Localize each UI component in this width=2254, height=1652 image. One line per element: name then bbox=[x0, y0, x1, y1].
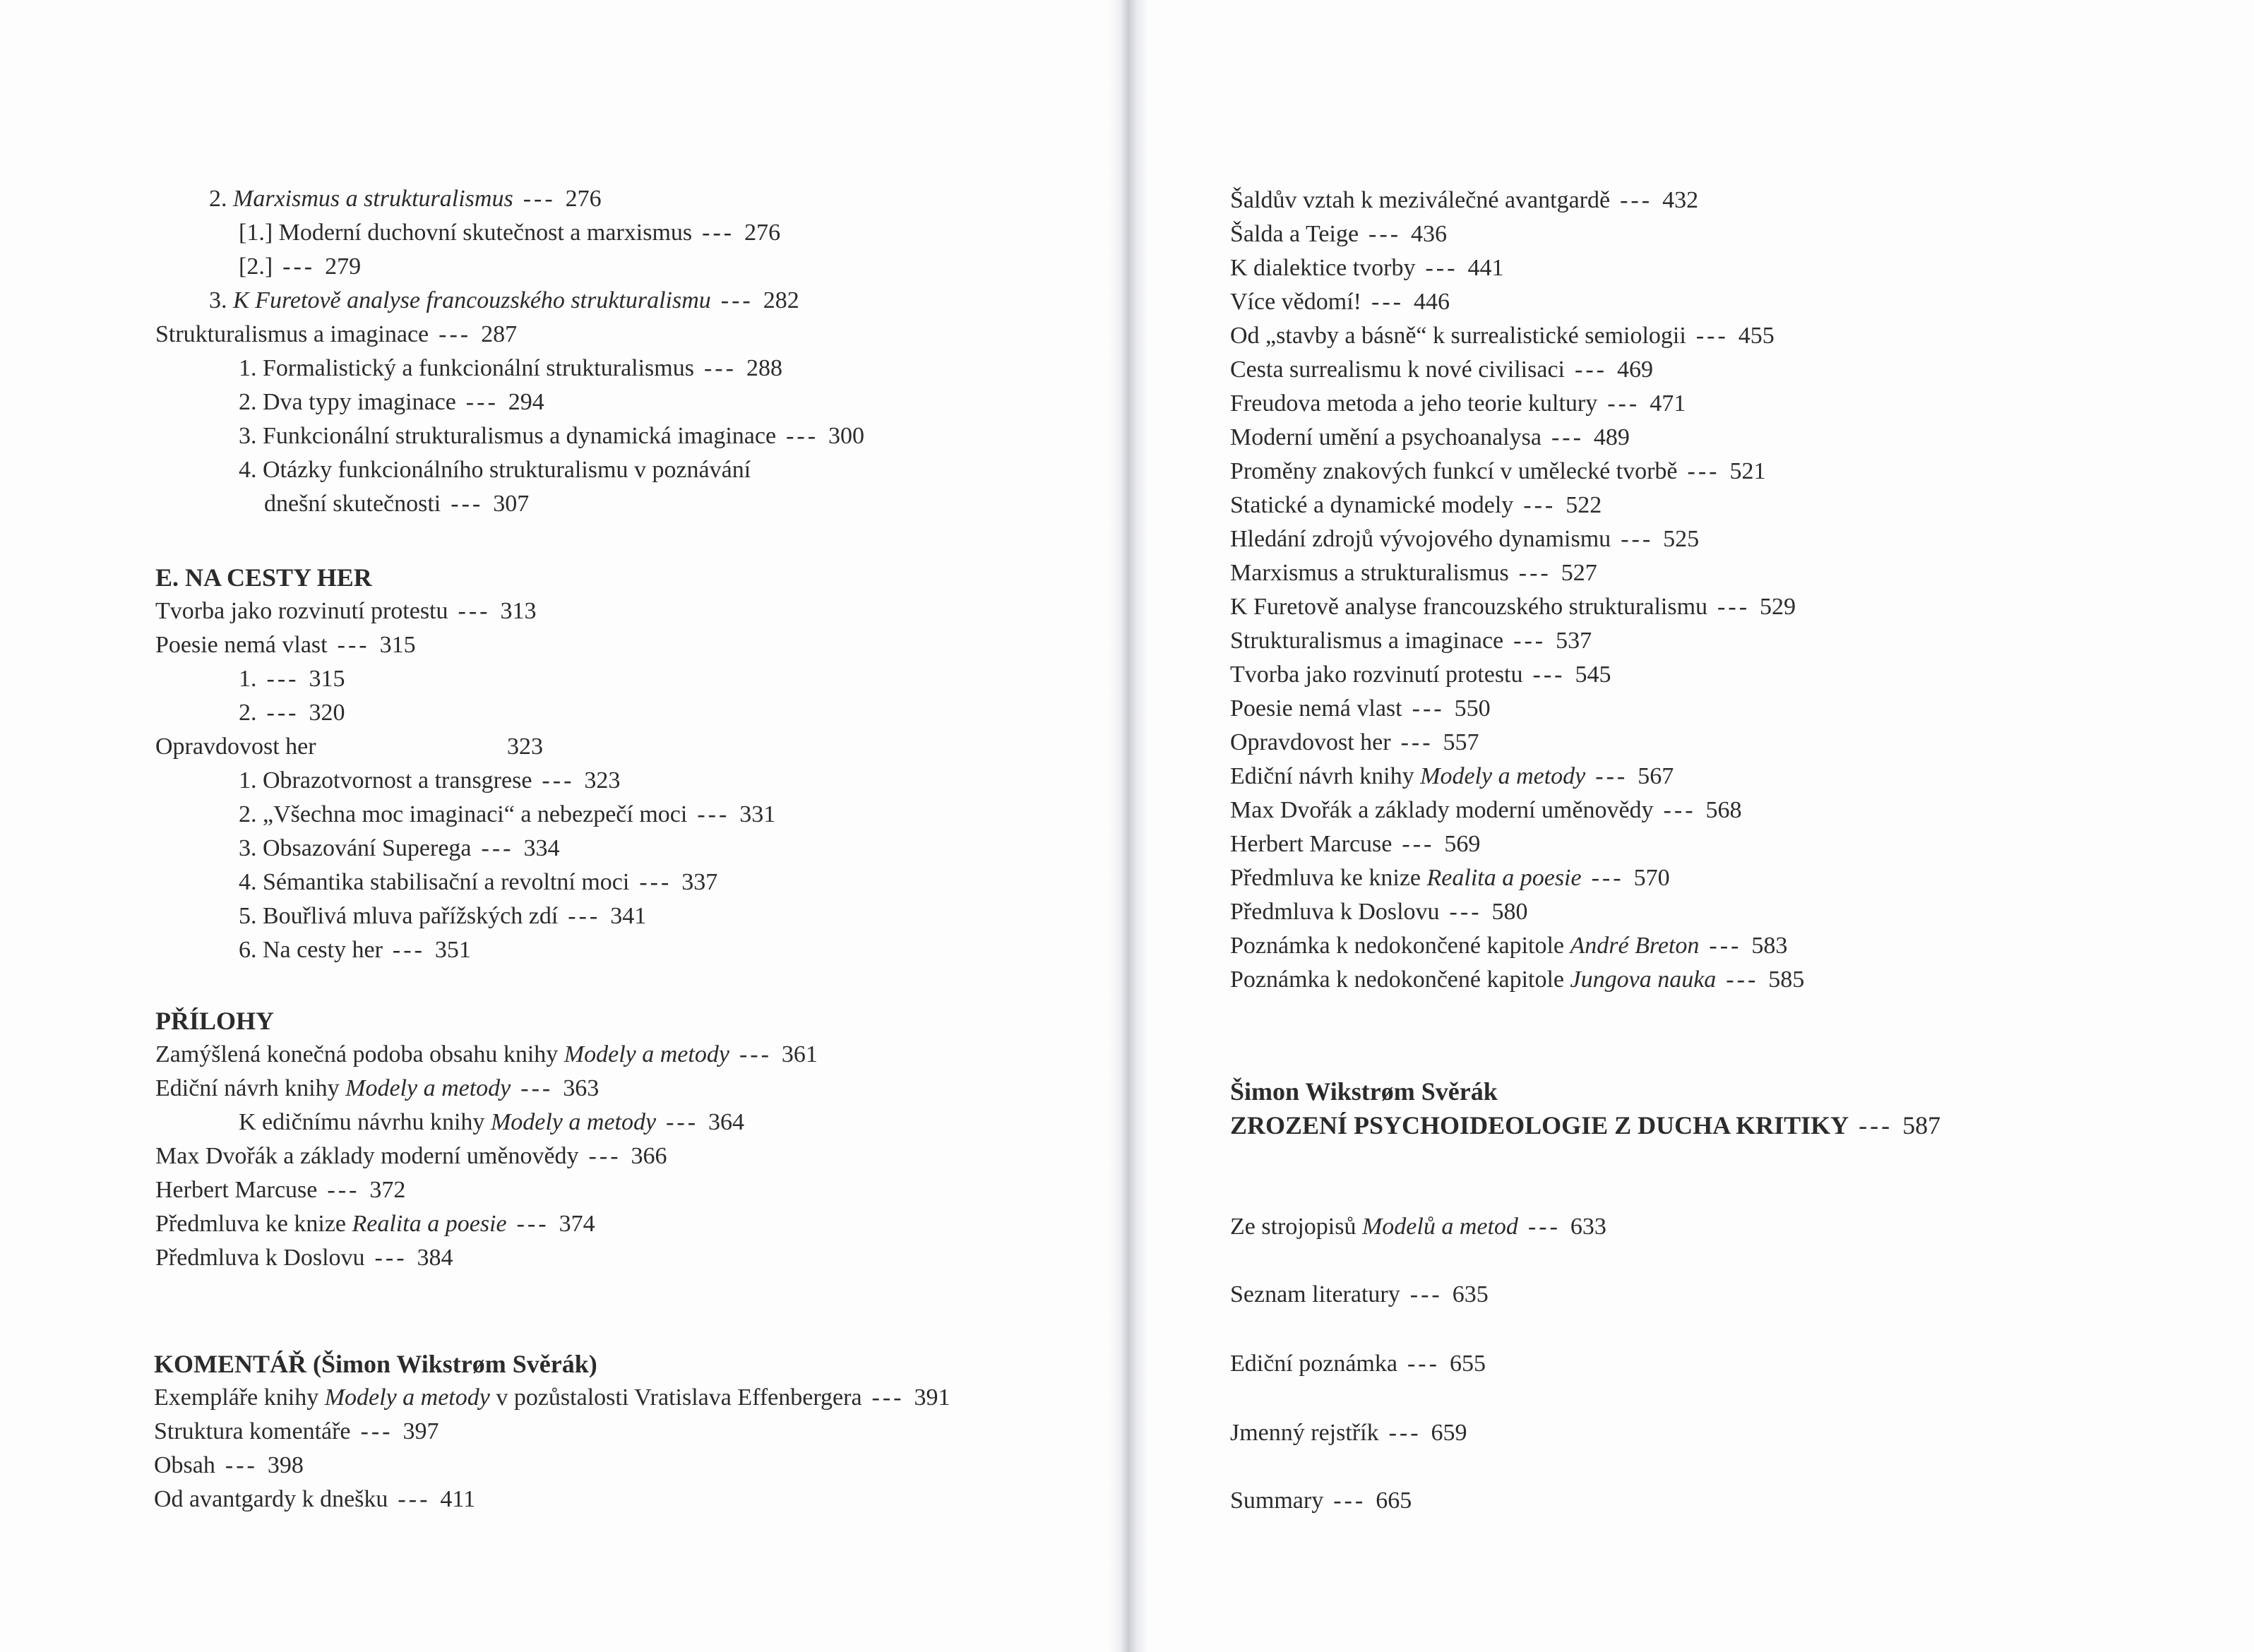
toc-entry bbox=[1230, 626, 1592, 657]
toc-entry-label: Poesie nemá vlast bbox=[1230, 695, 1402, 722]
toc-entry-page: 288 bbox=[746, 355, 782, 381]
toc-entry bbox=[1230, 219, 1447, 250]
toc-entry-title-italic: Realita a poesie bbox=[352, 1211, 507, 1237]
leader-dash: --- bbox=[327, 1177, 360, 1203]
toc-entry-label: Proměny znakových funkcí v umělecké tvorbě bbox=[1230, 458, 1678, 484]
leader-dash: --- bbox=[1527, 1214, 1561, 1240]
leader-dash: --- bbox=[1402, 831, 1435, 857]
toc-entry bbox=[154, 1416, 439, 1447]
toc-entry-page: 529 bbox=[1760, 594, 1796, 620]
toc-entry-label: Šaldův vztah k meziválečné avantgardě bbox=[1230, 187, 1611, 213]
toc-entry bbox=[264, 489, 529, 520]
leader-dash: --- bbox=[666, 1109, 699, 1135]
toc-entry-label: Od „stavby a básně“ k surrealistické semiologii bbox=[1230, 323, 1686, 349]
toc-entry-title-italic: Realita a poesie bbox=[1426, 865, 1582, 891]
toc-entry-label: Opravdovost her bbox=[1230, 729, 1391, 755]
leader-dash: --- bbox=[1620, 187, 1653, 213]
toc-entry-page: 341 bbox=[610, 903, 647, 929]
toc-entry-label: Marxismus a strukturalismus bbox=[1230, 560, 1509, 586]
toc-entry bbox=[154, 1450, 304, 1481]
toc-entry bbox=[155, 1073, 599, 1104]
toc-entry-page: 521 bbox=[1729, 458, 1766, 484]
toc-entry bbox=[155, 1039, 818, 1070]
toc-entry bbox=[1230, 761, 1674, 792]
toc-entry-label: Předmluva k Doslovu bbox=[1230, 899, 1440, 925]
toc-entry-label: Zamýšlená konečná podoba obsahu knihy bbox=[155, 1041, 564, 1067]
toc-entry-label: Strukturalismus a imaginace bbox=[1230, 628, 1504, 654]
toc-entry-page: 334 bbox=[523, 835, 560, 861]
leader-dash: --- bbox=[1449, 899, 1482, 925]
toc-entry-label: Opravdovost her bbox=[155, 734, 316, 760]
leader-dash: --- bbox=[1388, 1420, 1421, 1446]
toc-entry bbox=[1230, 388, 1686, 419]
toc-entry-label: [1.] Moderní duchovní skutečnost a marxismus bbox=[239, 220, 693, 246]
toc-entry-title-italic: Jungova nauka bbox=[1570, 966, 1717, 993]
toc-entry-label: Strukturalismus a imaginace bbox=[155, 321, 429, 347]
toc-entry-label: Max Dvořák a základy moderní uměnovědy bbox=[155, 1143, 579, 1169]
section-heading-komentar: KOMENTÁŘ (Šimon Wikstrøm Svěrák) bbox=[154, 1350, 597, 1378]
toc-entry-label: Poesie nemá vlast bbox=[155, 632, 328, 658]
toc-entry bbox=[239, 217, 780, 249]
toc-entry-page: 331 bbox=[739, 801, 776, 827]
toc-entry-page: 655 bbox=[1449, 1351, 1486, 1377]
leader-dash: --- bbox=[1595, 763, 1628, 789]
leader-dash: --- bbox=[786, 423, 819, 449]
toc-entry-page: 489 bbox=[1593, 424, 1630, 450]
toc-entry-page: 545 bbox=[1575, 662, 1611, 688]
toc-entry-page: 665 bbox=[1376, 1488, 1412, 1514]
toc-entry-label: 2. „Všechna moc imaginaci“ a nebezpečí moci bbox=[239, 801, 688, 827]
leader-dash: --- bbox=[1709, 933, 1742, 959]
toc-entry-title-italic: Modelů a metod bbox=[1361, 1214, 1518, 1240]
toc-entry-opravdovost bbox=[155, 731, 316, 762]
leader-dash: --- bbox=[374, 1245, 407, 1271]
section-heading-prilohy: PŘÍLOHY bbox=[155, 1007, 275, 1035]
section-heading-e: E. NA CESTY HER bbox=[155, 563, 372, 592]
toc-entry-page: 372 bbox=[369, 1177, 406, 1203]
toc-entry-page: 537 bbox=[1556, 628, 1592, 654]
toc-entry-title-italic: Modely a metody bbox=[564, 1041, 729, 1067]
leader-dash: --- bbox=[451, 491, 484, 517]
toc-entry bbox=[209, 285, 799, 316]
toc-entry bbox=[1230, 422, 1630, 453]
toc-entry-label: Summary bbox=[1230, 1488, 1324, 1514]
leader-dash: --- bbox=[1333, 1488, 1366, 1514]
toc-entry-page: 351 bbox=[434, 937, 471, 963]
toc-entry-label: Max Dvořák a základy moderní uměnovědy bbox=[1230, 797, 1654, 823]
toc-entry-label: Freudova metoda a jeho teorie kultury bbox=[1230, 390, 1598, 417]
toc-entry-page: 276 bbox=[565, 186, 602, 212]
toc-entry-page: 527 bbox=[1561, 560, 1597, 586]
toc-entry-label: Cesta surrealismu k nové civilisaci bbox=[1230, 357, 1565, 383]
toc-entry-label: Poznámka k nedokončené kapitole bbox=[1230, 933, 1570, 959]
leader-dash: --- bbox=[588, 1143, 621, 1169]
leader-dash: --- bbox=[702, 220, 735, 246]
toc-entry bbox=[1230, 253, 1503, 284]
toc-entry-label: Předmluva k Doslovu bbox=[155, 1245, 365, 1271]
toc-entry-label: 4. Sémantika stabilisační a revoltní moci bbox=[239, 869, 630, 895]
toc-entry-label: Ediční návrh knihy bbox=[1230, 763, 1421, 789]
toc-entry bbox=[239, 664, 345, 695]
toc-entry bbox=[1230, 727, 1479, 758]
toc-entry-page: 294 bbox=[508, 389, 544, 415]
toc-entry-page: 323 bbox=[584, 767, 621, 794]
toc-entry-page: 315 bbox=[379, 632, 416, 658]
leader-dash: --- bbox=[568, 903, 601, 929]
toc-entry-label: Předmluva ke knize bbox=[1230, 865, 1427, 891]
toc-entry bbox=[155, 1141, 667, 1172]
toc-entry-label: Tvorba jako rozvinutí protestu bbox=[1230, 662, 1523, 688]
toc-entry-label: 2. bbox=[239, 700, 257, 726]
toc-entry bbox=[1230, 287, 1450, 318]
toc-entry-label: dnešní skutečnosti bbox=[264, 491, 441, 517]
toc-entry-page: 569 bbox=[1444, 831, 1481, 857]
toc-entry-title-italic: Modely a metody bbox=[324, 1384, 490, 1411]
leader-dash: --- bbox=[266, 666, 299, 692]
toc-entry-page: 282 bbox=[763, 287, 799, 313]
toc-entry-title-italic: André Breton bbox=[1570, 933, 1700, 959]
leader-dash: --- bbox=[523, 186, 556, 212]
leader-dash: --- bbox=[481, 835, 514, 861]
toc-entry-label: K edičnímu návrhu knihy bbox=[239, 1109, 491, 1135]
leader-dash: --- bbox=[516, 1211, 549, 1237]
toc-entry-title-italic: Marxismus a strukturalismus bbox=[233, 186, 513, 212]
leader-dash: --- bbox=[697, 801, 730, 827]
toc-entry-page: 313 bbox=[500, 598, 537, 624]
leader-dash: --- bbox=[225, 1452, 258, 1478]
toc-entry-page: 279 bbox=[325, 253, 362, 280]
toc-entry-label: 1. Formalistický a funkcionální strukturalismus bbox=[239, 355, 694, 381]
toc-entry bbox=[239, 421, 864, 452]
toc-entry-page: 557 bbox=[1443, 729, 1479, 755]
toc-entry bbox=[154, 1484, 475, 1515]
leader-dash: --- bbox=[739, 1041, 772, 1067]
toc-entry-label: K Furetově analyse francouzského strukturalismu bbox=[1230, 594, 1708, 620]
leader-dash: --- bbox=[398, 1486, 431, 1512]
leader-dash: --- bbox=[465, 389, 499, 415]
toc-entry bbox=[1230, 354, 1653, 385]
leader-dash: --- bbox=[1400, 729, 1433, 755]
toc-entry-label: 1. bbox=[239, 666, 257, 692]
leader-dash: --- bbox=[1368, 221, 1402, 247]
toc-entry bbox=[1230, 592, 1796, 623]
toc-entry-label: 2. Dva typy imaginace bbox=[239, 389, 456, 415]
toc-entry bbox=[239, 799, 775, 830]
leader-dash: --- bbox=[542, 767, 575, 794]
toc-entry bbox=[209, 184, 602, 215]
toc-entry-label: Ze strojopisů bbox=[1230, 1214, 1362, 1240]
toc-entry-page: 337 bbox=[681, 869, 718, 895]
book-gutter bbox=[1109, 0, 1148, 1652]
toc-entry-page: 550 bbox=[1454, 695, 1491, 722]
leader-dash: --- bbox=[639, 869, 672, 895]
toc-entry-page: 411 bbox=[440, 1486, 476, 1512]
toc-entry-page: 361 bbox=[781, 1041, 818, 1067]
toc-entry bbox=[1230, 1279, 1489, 1310]
leader-dash: --- bbox=[1575, 357, 1607, 383]
toc-entry-page: 583 bbox=[1751, 933, 1788, 959]
toc-entry-label: Struktura komentáře bbox=[154, 1418, 351, 1444]
toc-entry-page: 287 bbox=[481, 321, 518, 347]
toc-entry bbox=[239, 1107, 744, 1138]
toc-entry-label: Moderní umění a psychoanalysa bbox=[1230, 424, 1542, 450]
toc-entry bbox=[239, 901, 646, 932]
toc-entry-page: 276 bbox=[744, 220, 781, 246]
leader-dash: --- bbox=[360, 1418, 393, 1444]
toc-entry-label: 1. Obrazotvornost a transgrese bbox=[239, 767, 532, 794]
leader-dash: --- bbox=[1532, 662, 1566, 688]
toc-entry-page: 398 bbox=[267, 1452, 304, 1478]
toc-entry-page: 391 bbox=[914, 1384, 950, 1411]
toc-entry bbox=[239, 353, 782, 384]
toc-entry-label-suffix: v pozůstalosti Vratislava Effenbergera bbox=[489, 1384, 862, 1411]
toc-entry bbox=[1230, 490, 1602, 521]
toc-entry-page: 374 bbox=[559, 1211, 595, 1237]
toc-entry bbox=[239, 765, 620, 796]
toc-entry-page: 633 bbox=[1570, 1214, 1606, 1240]
toc-entry-label: Seznam literatury bbox=[1230, 1281, 1400, 1307]
toc-entry bbox=[1230, 558, 1597, 589]
leader-dash: --- bbox=[1695, 323, 1729, 349]
leader-dash: --- bbox=[1551, 424, 1584, 450]
toc-entry-page: 436 bbox=[1411, 221, 1448, 247]
toc-entry-label: Předmluva ke knize bbox=[155, 1211, 352, 1237]
leader-dash: --- bbox=[1425, 255, 1458, 281]
leader-dash: --- bbox=[266, 700, 299, 726]
toc-entry bbox=[1230, 829, 1480, 860]
toc-entry-page: 441 bbox=[1467, 255, 1504, 281]
toc-entry bbox=[239, 387, 544, 418]
toc-entry-page: 397 bbox=[402, 1418, 439, 1444]
toc-entry bbox=[239, 867, 717, 898]
toc-entry bbox=[239, 833, 559, 864]
toc-entry-label: 6. Na cesty her bbox=[239, 937, 383, 963]
toc-entry bbox=[1230, 1348, 1486, 1379]
toc-entry-label: K dialektice tvorby bbox=[1230, 255, 1416, 281]
toc-entry-page: 300 bbox=[828, 423, 865, 449]
toc-entry bbox=[154, 1382, 950, 1413]
toc-entry-label: 4. Otázky funkcionálního strukturalismu v poznávání bbox=[239, 457, 751, 483]
toc-entry-label: Ediční návrh knihy bbox=[155, 1075, 346, 1101]
toc-entry-title-italic: Modely a metody bbox=[345, 1075, 511, 1101]
essay-title-line bbox=[1230, 1110, 1940, 1141]
leader-dash: --- bbox=[1859, 1111, 1893, 1139]
toc-entry bbox=[1230, 456, 1765, 487]
toc-entry bbox=[239, 455, 751, 486]
leader-dash: --- bbox=[871, 1384, 905, 1411]
toc-entry-label: Ediční poznámka bbox=[1230, 1351, 1397, 1377]
leader-dash: --- bbox=[1518, 560, 1551, 586]
toc-entry-page: 307 bbox=[493, 491, 530, 517]
toc-entry bbox=[1230, 185, 1698, 216]
toc-entry-page: 568 bbox=[1705, 797, 1742, 823]
toc-entry bbox=[1230, 659, 1611, 690]
toc-entry-page: 567 bbox=[1638, 763, 1674, 789]
leader-dash: --- bbox=[1407, 1351, 1440, 1377]
toc-entry-page: 585 bbox=[1768, 966, 1805, 993]
toc-entry-label: 5. Bouřlivá mluva pařížských zdí bbox=[239, 903, 559, 929]
toc-entry-label: Šalda a Teige bbox=[1230, 221, 1359, 247]
toc-entry bbox=[1230, 321, 1775, 352]
toc-entry bbox=[155, 1209, 595, 1240]
leader-dash: --- bbox=[1621, 526, 1654, 552]
toc-entry-label: Tvorba jako rozvinutí protestu bbox=[155, 598, 448, 624]
toc-entry bbox=[1230, 863, 1670, 894]
essay-title: ZROZENÍ PSYCHOIDEOLOGIE Z DUCHA KRITIKY bbox=[1230, 1111, 1849, 1139]
leader-dash: --- bbox=[1371, 289, 1404, 315]
toc-entry-page: 320 bbox=[309, 700, 345, 726]
toc-entry bbox=[239, 698, 345, 729]
toc-entry-title-italic: K Furetově analyse francouzského strukturalismu bbox=[233, 287, 711, 313]
toc-entry-label: Exempláře knihy bbox=[154, 1384, 325, 1411]
toc-entry bbox=[1230, 930, 1787, 962]
toc-entry bbox=[155, 596, 536, 627]
leader-dash: --- bbox=[337, 632, 370, 658]
toc-entry-page: 364 bbox=[708, 1109, 745, 1135]
toc-entry bbox=[155, 1243, 453, 1274]
leader-dash: --- bbox=[703, 355, 737, 381]
toc-entry-label: Od avantgardy k dnešku bbox=[154, 1486, 388, 1512]
toc-entry-page: 446 bbox=[1413, 289, 1450, 315]
toc-entry-title-italic: Modely a metody bbox=[1420, 763, 1586, 789]
toc-entry-page: 323 bbox=[507, 734, 543, 760]
toc-entry bbox=[239, 935, 471, 966]
toc-entry bbox=[155, 630, 416, 661]
toc-entry-page: 570 bbox=[1633, 865, 1670, 891]
toc-entry-label: 3. Funkcionální strukturalismus a dynamická imaginace bbox=[239, 423, 777, 449]
toc-entry bbox=[1230, 1418, 1467, 1449]
toc-entry bbox=[1230, 897, 1528, 928]
toc-entry bbox=[155, 319, 517, 350]
toc-entry-label: [2.] bbox=[239, 253, 273, 280]
toc-entry-label: Statické a dynamické modely bbox=[1230, 492, 1514, 518]
toc-entry-page: 363 bbox=[563, 1075, 600, 1101]
leader-dash: --- bbox=[1717, 594, 1751, 620]
toc-entry-label: Hledání zdrojů vývojového dynamismu bbox=[1230, 526, 1611, 552]
leader-dash: --- bbox=[1513, 628, 1546, 654]
toc-entry bbox=[1230, 693, 1491, 724]
leader-dash: --- bbox=[720, 287, 753, 313]
leader-dash: --- bbox=[458, 598, 491, 624]
toc-entry-page: 635 bbox=[1452, 1281, 1489, 1307]
toc-entry-label: Jmenný rejstřík bbox=[1230, 1420, 1379, 1446]
toc-entry-page: 471 bbox=[1650, 390, 1686, 417]
toc-entry-page: 522 bbox=[1566, 492, 1602, 518]
leader-dash: --- bbox=[1726, 966, 1759, 993]
leader-dash: --- bbox=[1412, 695, 1445, 722]
leader-dash: --- bbox=[282, 253, 316, 280]
toc-entry-page: 469 bbox=[1616, 357, 1653, 383]
toc-entry-page: 384 bbox=[417, 1245, 453, 1271]
toc-entry-label: 2. bbox=[209, 186, 233, 212]
leader-dash: --- bbox=[392, 937, 425, 963]
essay-author: Šimon Wikstrøm Svěrák bbox=[1230, 1077, 1498, 1106]
toc-entry-page: 432 bbox=[1662, 187, 1699, 213]
leader-dash: --- bbox=[1523, 492, 1556, 518]
toc-entry-label: 3. bbox=[209, 287, 233, 313]
leader-dash: --- bbox=[1591, 865, 1624, 891]
leader-dash: --- bbox=[1607, 390, 1640, 417]
toc-entry-page: 455 bbox=[1738, 323, 1775, 349]
leader-dash: --- bbox=[1687, 458, 1720, 484]
toc-entry-title-italic: Modely a metody bbox=[490, 1109, 657, 1135]
toc-entry-label: Více vědomí! bbox=[1230, 289, 1361, 315]
leader-dash: --- bbox=[1409, 1281, 1443, 1307]
toc-entry-label: Herbert Marcuse bbox=[155, 1177, 318, 1203]
toc-entry-label: Obsah bbox=[154, 1452, 215, 1478]
toc-entry-page: 659 bbox=[1431, 1420, 1467, 1446]
toc-entry bbox=[1230, 964, 1804, 995]
toc-entry bbox=[239, 251, 361, 282]
toc-entry bbox=[1230, 1485, 1412, 1516]
toc-entry bbox=[1230, 1211, 1606, 1243]
leader-dash: --- bbox=[1663, 797, 1696, 823]
toc-entry-page: 366 bbox=[631, 1143, 667, 1169]
toc-entry bbox=[155, 1175, 405, 1206]
toc-entry-label: Herbert Marcuse bbox=[1230, 831, 1393, 857]
toc-entry-page: 315 bbox=[309, 666, 345, 692]
toc-entry-label: 3. Obsazování Superega bbox=[239, 835, 472, 861]
essay-page: 587 bbox=[1902, 1111, 1941, 1139]
toc-entry bbox=[1230, 524, 1699, 555]
toc-entry-label: Poznámka k nedokončené kapitole bbox=[1230, 966, 1570, 993]
toc-entry bbox=[1230, 795, 1742, 826]
toc-entry-page: 580 bbox=[1491, 899, 1528, 925]
toc-entry-page: 525 bbox=[1663, 526, 1700, 552]
leader-dash: --- bbox=[520, 1075, 554, 1101]
leader-dash: --- bbox=[439, 321, 472, 347]
